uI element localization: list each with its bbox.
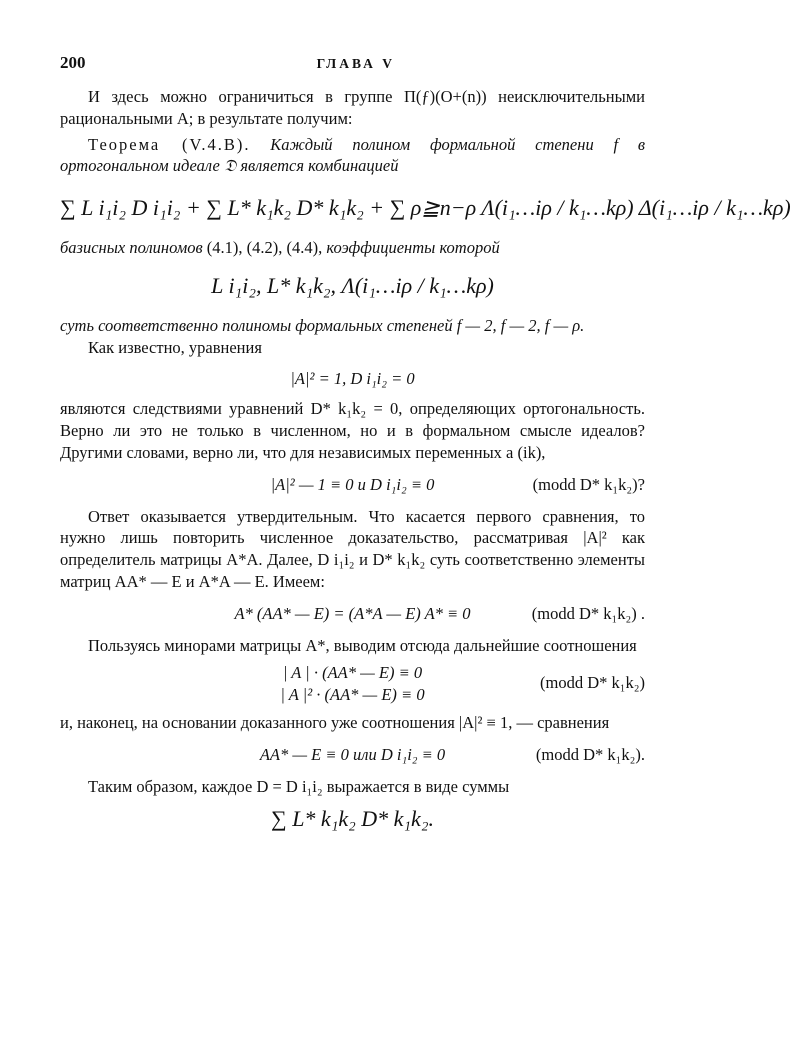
paragraph-9: Таким образом, каждое D = D i₁i₂ выражается в виде суммы <box>88 777 510 797</box>
paragraph-2-italic: базисных полиномов <box>60 238 203 258</box>
equation-matrices <box>60 593 645 635</box>
running-head: ГЛАВА V <box>316 56 395 71</box>
equation-known <box>60 358 645 398</box>
paragraph-8: и, наконец, на основании доказанного уже соотношения |A|² ≡ 1, — сравнения <box>60 713 610 733</box>
paragraph-1: И здесь можно ограничиться в группе Π(ƒ)(O+(n)) неисключительными рациональными A; в результате получим: <box>60 87 645 128</box>
book-page <box>60 52 791 842</box>
equation-final-sum-text: ∑ L* k₁k₂ D* k₁k₂. <box>271 806 434 832</box>
equation-final-sum <box>60 798 645 842</box>
equation-question <box>60 464 645 506</box>
equation-minors-line-1: | A | · (AA* — E) ≡ 0 <box>282 663 423 683</box>
equation-question-left: |A|² — 1 ≡ 0 и D i₁i₂ ≡ 0 <box>270 474 435 494</box>
paragraph-4: Как известно, уравнения <box>88 337 262 357</box>
equation-coefficients-text: L i₁i₂, L* k₁k₂, Λ(i₁…iρ / k₁…kρ) <box>211 272 494 298</box>
equation-matrices-right: (modd D* k₁k₂) . <box>531 603 645 623</box>
paragraph-2-refs: (4.1), (4.2), (4.4), <box>206 238 323 258</box>
paragraph-7: Пользуясь минорами матрицы A*, выводим отсюда дальнейшие соотношения <box>88 635 637 655</box>
paragraph-2 <box>60 237 645 259</box>
theorem-paragraph <box>60 134 645 178</box>
equation-combination-text: ∑ L i₁i₂ D i₁i₂ + ∑ L* k₁k₂ D* k₁k₂ + ∑ ρ≧n−ρ Λ(i₁…iρ / k₁…kρ) Δ(i₁…iρ / k₁…kρ) <box>60 195 791 221</box>
equation-minors-line-2: | A |² · (AA* — E) ≡ 0 <box>280 685 425 705</box>
theorem-label: Теорема (V.4.B). <box>88 134 251 154</box>
equation-congruences-left: AA* — E ≡ 0 или D i₁i₂ ≡ 0 <box>259 745 446 765</box>
equation-combination <box>60 185 791 237</box>
equation-known-text: |A|² = 1, D i₁i₂ = 0 <box>290 369 415 389</box>
equation-congruences <box>60 734 645 776</box>
equation-question-right: (modd D* k₁k₂)? <box>532 474 645 494</box>
page-number: 200 <box>60 53 86 72</box>
paragraph-6: Ответ оказывается утвердительным. Что касается первого сравнения, то нужно лишь повторить численное доказательство, рассматривая |A|² как определитель матрицы A*A. Далее, D i₁i₂ и D* k₁k₂ суть соответственно элементы матриц AA* — E и A*A — E. Имеем: <box>60 506 645 591</box>
equation-coefficients <box>60 259 645 315</box>
theorem-text: Каждый полином формальной степени f в ортогональном идеале 𝔇 является комбинацией <box>60 134 645 176</box>
equation-matrices-left: A* (AA* — E) = (A*A — E) A* ≡ 0 <box>234 603 471 623</box>
equation-minors <box>60 656 645 712</box>
equation-congruences-right: (modd D* k₁k₂). <box>535 745 645 765</box>
page-header <box>60 52 645 86</box>
paragraph-2-end: коэффициенты которой <box>326 238 500 258</box>
equation-minors-right: (modd D* k₁k₂) <box>540 673 645 693</box>
paragraph-5: являются следствиями уравнений D* k₁k₂ = 0, определяющих ортогональность. Верно ли это не только в численном, но и в формальном смысле идеалов? Другими словами, верно ли, что для независимых переменных a (ik), <box>60 399 645 462</box>
paragraph-3: суть соответственно полиномы формальных степеней f — 2, f — 2, f — ρ. <box>60 315 585 335</box>
